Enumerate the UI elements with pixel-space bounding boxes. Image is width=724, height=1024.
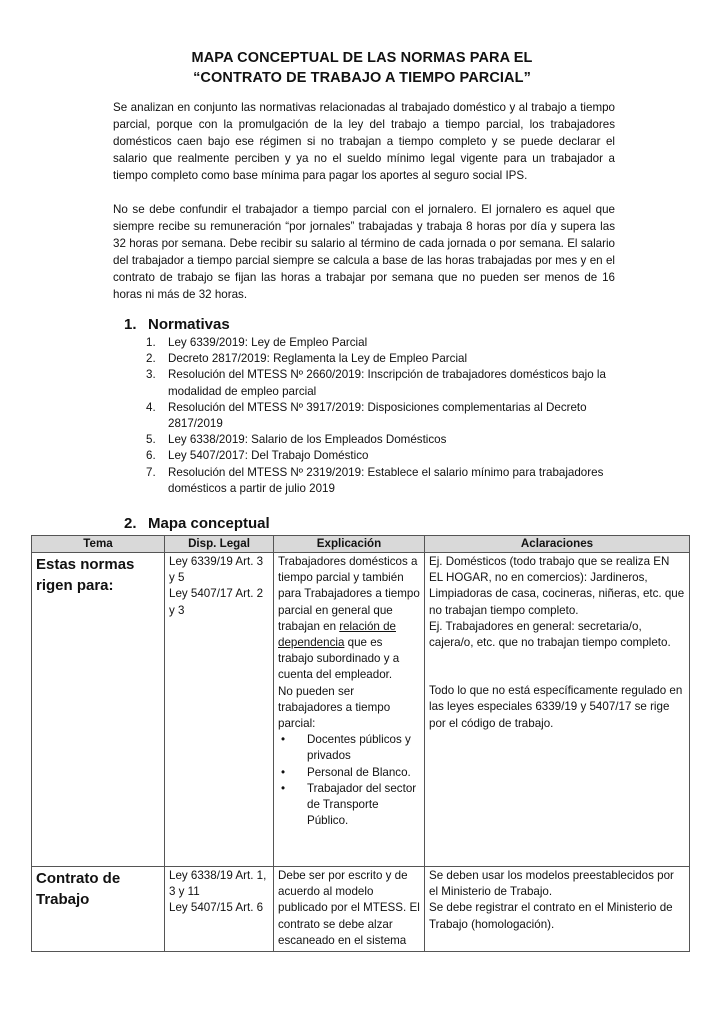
table-row xyxy=(32,553,690,867)
list-item xyxy=(278,732,420,764)
legal-reference: Ley 6339/19 Art. 3 y 5 xyxy=(169,555,264,585)
document-title xyxy=(0,48,724,88)
tema-cell: Estas normas rigen para: xyxy=(32,553,165,867)
bullet-icon: • xyxy=(281,733,286,747)
list-item xyxy=(146,448,626,464)
text-span: que es trabajo subordinado y a cuenta del empleador. xyxy=(278,636,400,682)
aclaracion-text: Se debe registrar el contrato en el Ministerio de Trabajo (homologación). xyxy=(429,901,673,931)
concept-map-table xyxy=(31,535,690,952)
table-row xyxy=(32,867,690,952)
list-item xyxy=(146,432,626,448)
disp-legal-cell xyxy=(165,553,274,867)
aclaraciones-cell xyxy=(425,553,690,867)
legal-reference: Ley 6338/19 Art. 1, 3 y 11 xyxy=(169,869,267,899)
aclaracion-text: Ej. Domésticos (todo trabajo que se realiza EN EL HOGAR, no en comercios): Jardineros, Limpiadoras de casa, cocineras, niñeras, etc. que no trabajan tiempo completo. xyxy=(429,555,685,617)
jornalero-paragraph: No se debe confundir el trabajador a tiempo parcial con el jornalero. El jornalero es aquel que siempre recibe su remuneración “por jornales” trabajadas y trabaja 8 horas por día y supera las 32 horas por semana. Debe recibir su salario al término de cada jornada o por semana. El salario del trabajador a tiempo parcial siempre se calcula a base de las horas trabajadas por mes y en el contrato de trabajo se fijan las horas a trabajar por semana que no pueden ser menos de 16 horas ni más de 32 horas. xyxy=(113,203,615,301)
title-line-2: “CONTRATO DE TRABAJO A TIEMPO PARCIAL” xyxy=(193,70,531,86)
exclusions-intro: No pueden ser trabajadores a tiempo parcial: xyxy=(278,684,391,731)
item-number: 1. xyxy=(146,336,156,349)
intro-paragraph: Se analizan en conjunto las normativas relacionadas al trabajado doméstico y al trabajo a tiempo parcial, porque con la promulgación de la ley del trabajo a tiempo parcial, los trabajadores domésticos caen bajo ese régimen si no trabajan a tiempo completo y se puede declarar el salario que realmente perciben y ya no el sueldo mínimo legal vigente para un trabajador a tiempo completo como base mínima para pagar los aportes al seguro social IPS. xyxy=(113,101,615,182)
list-item xyxy=(146,367,626,399)
bullet-icon: • xyxy=(281,781,286,795)
underlined-term: relación de dependencia xyxy=(278,619,396,650)
aclaracion-text: Todo lo que no está específicamente regulado en las leyes especiales 6339/19 y 5407/17 se rige por el código de trabajo. xyxy=(429,684,683,730)
item-text: Ley 6339/2019: Ley de Empleo Parcial xyxy=(168,336,368,349)
header-explicacion: Explicación xyxy=(274,536,425,553)
explicacion-cell xyxy=(274,553,425,867)
item-text: Resolución del MTESS Nº 3917/2019: Disposiciones complementarias al Decreto 2817/2019 xyxy=(168,400,587,431)
item-text: Resolución del MTESS Nº 2319/2019: Establece el salario mínimo para trabajadores domésticos a partir de julio 2019 xyxy=(168,465,604,495)
section-heading-normativas xyxy=(124,315,230,335)
aclaracion-text: Se deben usar los modelos preestablecidos por el Ministerio de Trabajo. xyxy=(429,869,674,899)
item-text: Ley 5407/2017: Del Trabajo Doméstico xyxy=(168,449,369,463)
section-number: 1. xyxy=(124,316,137,333)
list-item xyxy=(146,335,626,351)
header-tema: Tema xyxy=(32,536,165,553)
section-title: Normativas xyxy=(148,316,230,333)
aclaracion-text: Ej. Trabajadores en general: secretaria/o, cajera/o, etc. que no trabajan tiempo completo. xyxy=(429,619,671,650)
header-disp-legal: Disp. Legal xyxy=(165,536,274,553)
disp-legal-cell xyxy=(165,867,274,952)
tema-cell: Contrato de Trabajo xyxy=(32,867,165,952)
table-header-row xyxy=(32,536,690,553)
explicacion-intro xyxy=(278,554,420,684)
section-title: Mapa conceptual xyxy=(148,515,270,532)
legal-reference: Ley 5407/15 Art. 6 xyxy=(169,901,264,915)
spacer xyxy=(429,651,685,683)
section-number: 2. xyxy=(124,515,137,532)
item-number: 5. xyxy=(146,433,156,447)
legal-reference: Ley 5407/17 Art. 2 y 3 xyxy=(169,587,264,617)
bullet-icon: • xyxy=(281,765,286,779)
header-aclaraciones: Aclaraciones xyxy=(425,536,690,553)
list-item xyxy=(278,765,420,781)
item-text: Personal de Blanco. xyxy=(307,765,411,779)
list-item xyxy=(278,781,420,830)
item-text: Docentes públicos y privados xyxy=(307,733,411,763)
item-number: 2. xyxy=(146,352,156,366)
item-text: Resolución del MTESS Nº 2660/2019: Inscripción de trabajadores domésticos bajo la modalidad de empleo parcial xyxy=(168,368,606,398)
text-span: Trabajadores domésticos a tiempo parcial y también para Trabajadores a tiempo parcial en general que trabajan en xyxy=(278,555,420,633)
item-text: Decreto 2817/2019: Reglamenta la Ley de Empleo Parcial xyxy=(168,352,468,366)
normativas-list xyxy=(146,335,626,497)
item-number: 6. xyxy=(146,449,156,463)
aclaraciones-cell xyxy=(425,867,690,952)
list-item xyxy=(146,400,626,432)
title-line-1: MAPA CONCEPTUAL DE LAS NORMAS PARA EL xyxy=(191,50,533,66)
item-text: Trabajador del sector de Transporte Público. xyxy=(307,781,417,828)
list-item xyxy=(146,351,626,367)
item-number: 7. xyxy=(146,465,156,479)
section-heading-mapa-conceptual xyxy=(124,514,270,534)
item-number: 3. xyxy=(146,368,156,382)
exclusions-list xyxy=(278,732,420,829)
explicacion-cell: Debe ser por escrito y de acuerdo al modelo publicado por el MTESS. El contrato se debe alzar escaneado en el sistema xyxy=(274,867,425,952)
item-text: Ley 6338/2019: Salario de los Empleados Domésticos xyxy=(168,433,447,447)
list-item xyxy=(146,465,626,497)
item-number: 4. xyxy=(146,400,156,414)
